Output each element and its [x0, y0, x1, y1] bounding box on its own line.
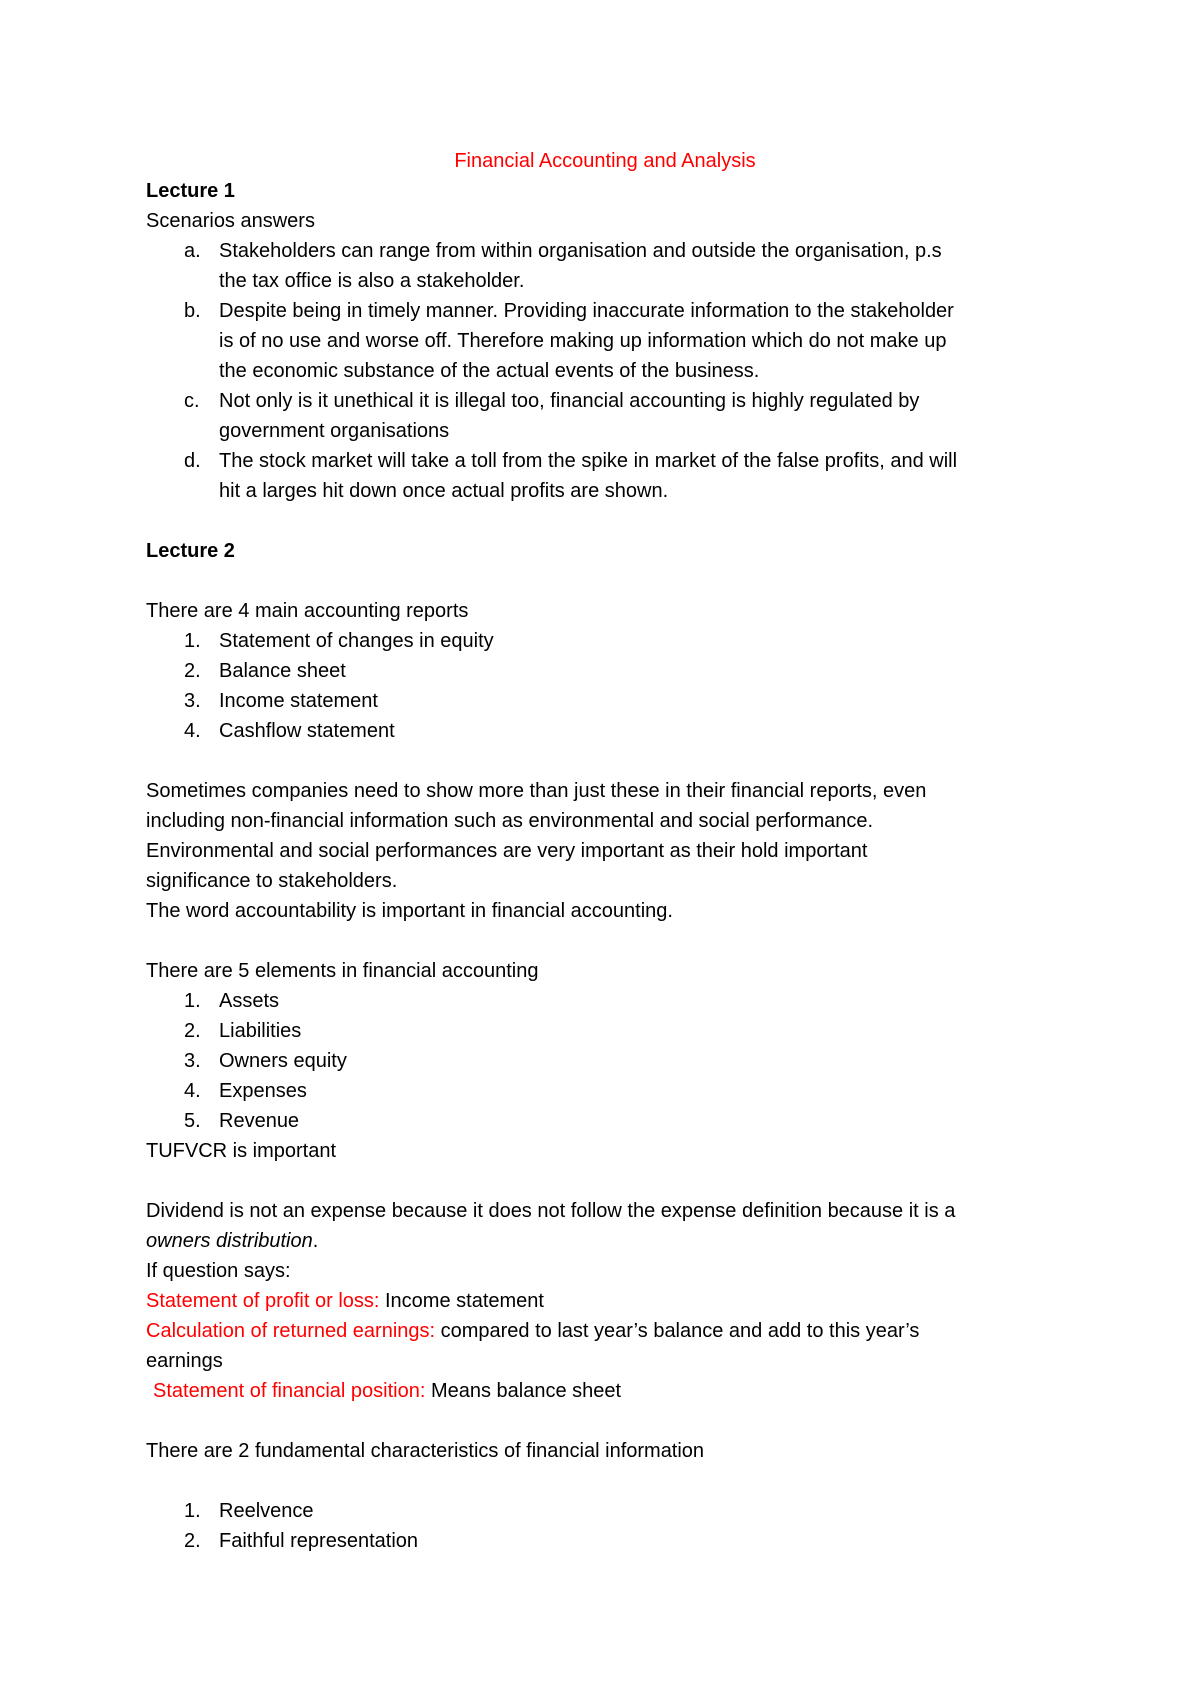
definition-returned-earnings [146, 1316, 1066, 1346]
list-marker: 1. [184, 630, 201, 652]
list-marker: 1. [184, 1500, 201, 1522]
list-item-text: Expenses [219, 1080, 307, 1102]
list-item-line: hit a larges hit down once actual profits are shown. [219, 480, 669, 502]
definition-returned-earnings-cont: earnings [146, 1350, 223, 1372]
list-marker: 3. [184, 690, 201, 712]
list-marker: 1. [184, 990, 201, 1012]
list-marker: b. [184, 300, 201, 322]
list-item-line: Not only is it unethical it is illegal too, financial accounting is highly regulated by [219, 390, 920, 412]
list-item [146, 986, 1066, 1016]
characteristics-intro: There are 2 fundamental characteristics of financial information [146, 1440, 705, 1462]
list-item [146, 686, 1066, 716]
list-item [146, 1076, 1066, 1106]
document-page [146, 146, 1066, 1556]
list-item [146, 296, 1066, 386]
reports-intro: There are 4 main accounting reports [146, 600, 469, 622]
list-item-line: is of no use and worse off. Therefore making up information which do not make up [219, 330, 947, 352]
definition-label: Statement of financial position: [153, 1380, 426, 1402]
definition-profit-loss [146, 1286, 1066, 1316]
lecture2-heading: Lecture 2 [146, 540, 235, 562]
dividend-line-2 [146, 1226, 1066, 1256]
list-item-text: Owners equity [219, 1050, 347, 1072]
list-marker: d. [184, 450, 201, 472]
list-item [146, 1046, 1066, 1076]
list-item-text: Balance sheet [219, 660, 346, 682]
paragraph-line: Environmental and social performances are very important as their hold important [146, 840, 868, 862]
tufvcr-note: TUFVCR is important [146, 1140, 337, 1162]
list-marker: 5. [184, 1110, 201, 1132]
spacer [146, 506, 1066, 536]
list-item [146, 386, 1066, 446]
list-item-line: The stock market will take a toll from the spike in market of the false profits, and will [219, 450, 958, 472]
list-item [146, 1496, 1066, 1526]
scenario-answers-list [146, 236, 1066, 506]
period-text: . [312, 1230, 319, 1252]
definition-value: Means balance sheet [425, 1380, 622, 1402]
paragraph-line: significance to stakeholders. [146, 870, 398, 892]
owners-distribution-text: owners distribution [146, 1230, 313, 1252]
list-item-text: Income statement [219, 690, 378, 712]
definition-value: compared to last year’s balance and add to this year’s [435, 1320, 920, 1342]
lecture1-subheading: Scenarios answers [146, 210, 315, 232]
dividend-line: Dividend is not an expense because it does not follow the expense definition because it is a [146, 1200, 956, 1222]
list-item-text: Assets [219, 990, 280, 1012]
spacer [146, 746, 1066, 776]
document-title: Financial Accounting and Analysis [454, 150, 756, 172]
list-item-line: the tax office is also a stakeholder. [219, 270, 525, 292]
list-item [146, 716, 1066, 746]
list-marker: a. [184, 240, 201, 262]
list-item-text: Faithful representation [219, 1530, 419, 1552]
list-item-line: Despite being in timely manner. Providing inaccurate information to the stakeholder [219, 300, 954, 322]
elements-intro: There are 5 elements in financial accounting [146, 960, 539, 982]
definition-label: Calculation of returned earnings: [146, 1320, 436, 1342]
definition-value: Income statement [379, 1290, 544, 1312]
list-item-text: Revenue [219, 1110, 300, 1132]
spacer [146, 1406, 1066, 1436]
spacer [146, 1166, 1066, 1196]
list-marker: 2. [184, 660, 201, 682]
characteristics-list [146, 1496, 1066, 1556]
accounting-reports-list [146, 626, 1066, 746]
paragraph-line: including non-financial information such as environmental and social performance. [146, 810, 874, 832]
definition-financial-position [146, 1376, 1066, 1406]
list-item-line: Stakeholders can range from within organisation and outside the organisation, p.s [219, 240, 942, 262]
list-item-line: the economic substance of the actual events of the business. [219, 360, 760, 382]
paragraph-line: Sometimes companies need to show more than just these in their financial reports, even [146, 780, 927, 802]
spacer [146, 566, 1066, 596]
list-item-text: Liabilities [219, 1020, 302, 1042]
list-item [146, 1016, 1066, 1046]
list-item-text: Reelvence [219, 1500, 314, 1522]
list-marker: 4. [184, 1080, 201, 1102]
list-item [146, 1526, 1066, 1556]
list-item [146, 236, 1066, 296]
if-question-line: If question says: [146, 1260, 291, 1282]
list-item [146, 446, 1066, 506]
lecture1-heading: Lecture 1 [146, 180, 235, 202]
list-item [146, 626, 1066, 656]
list-marker: 2. [184, 1530, 201, 1552]
list-marker: 3. [184, 1050, 201, 1072]
elements-list [146, 986, 1066, 1136]
list-item-line: government organisations [219, 420, 450, 442]
list-item [146, 656, 1066, 686]
list-item-text: Cashflow statement [219, 720, 395, 742]
list-marker: 4. [184, 720, 201, 742]
list-item-text: Statement of changes in equity [219, 630, 494, 652]
list-item [146, 1106, 1066, 1136]
definition-label: Statement of profit or loss: [146, 1290, 380, 1312]
list-marker: 2. [184, 1020, 201, 1042]
list-marker: c. [184, 390, 200, 412]
spacer [146, 1466, 1066, 1496]
spacer [146, 926, 1066, 956]
paragraph-line: The word accountability is important in financial accounting. [146, 900, 673, 922]
